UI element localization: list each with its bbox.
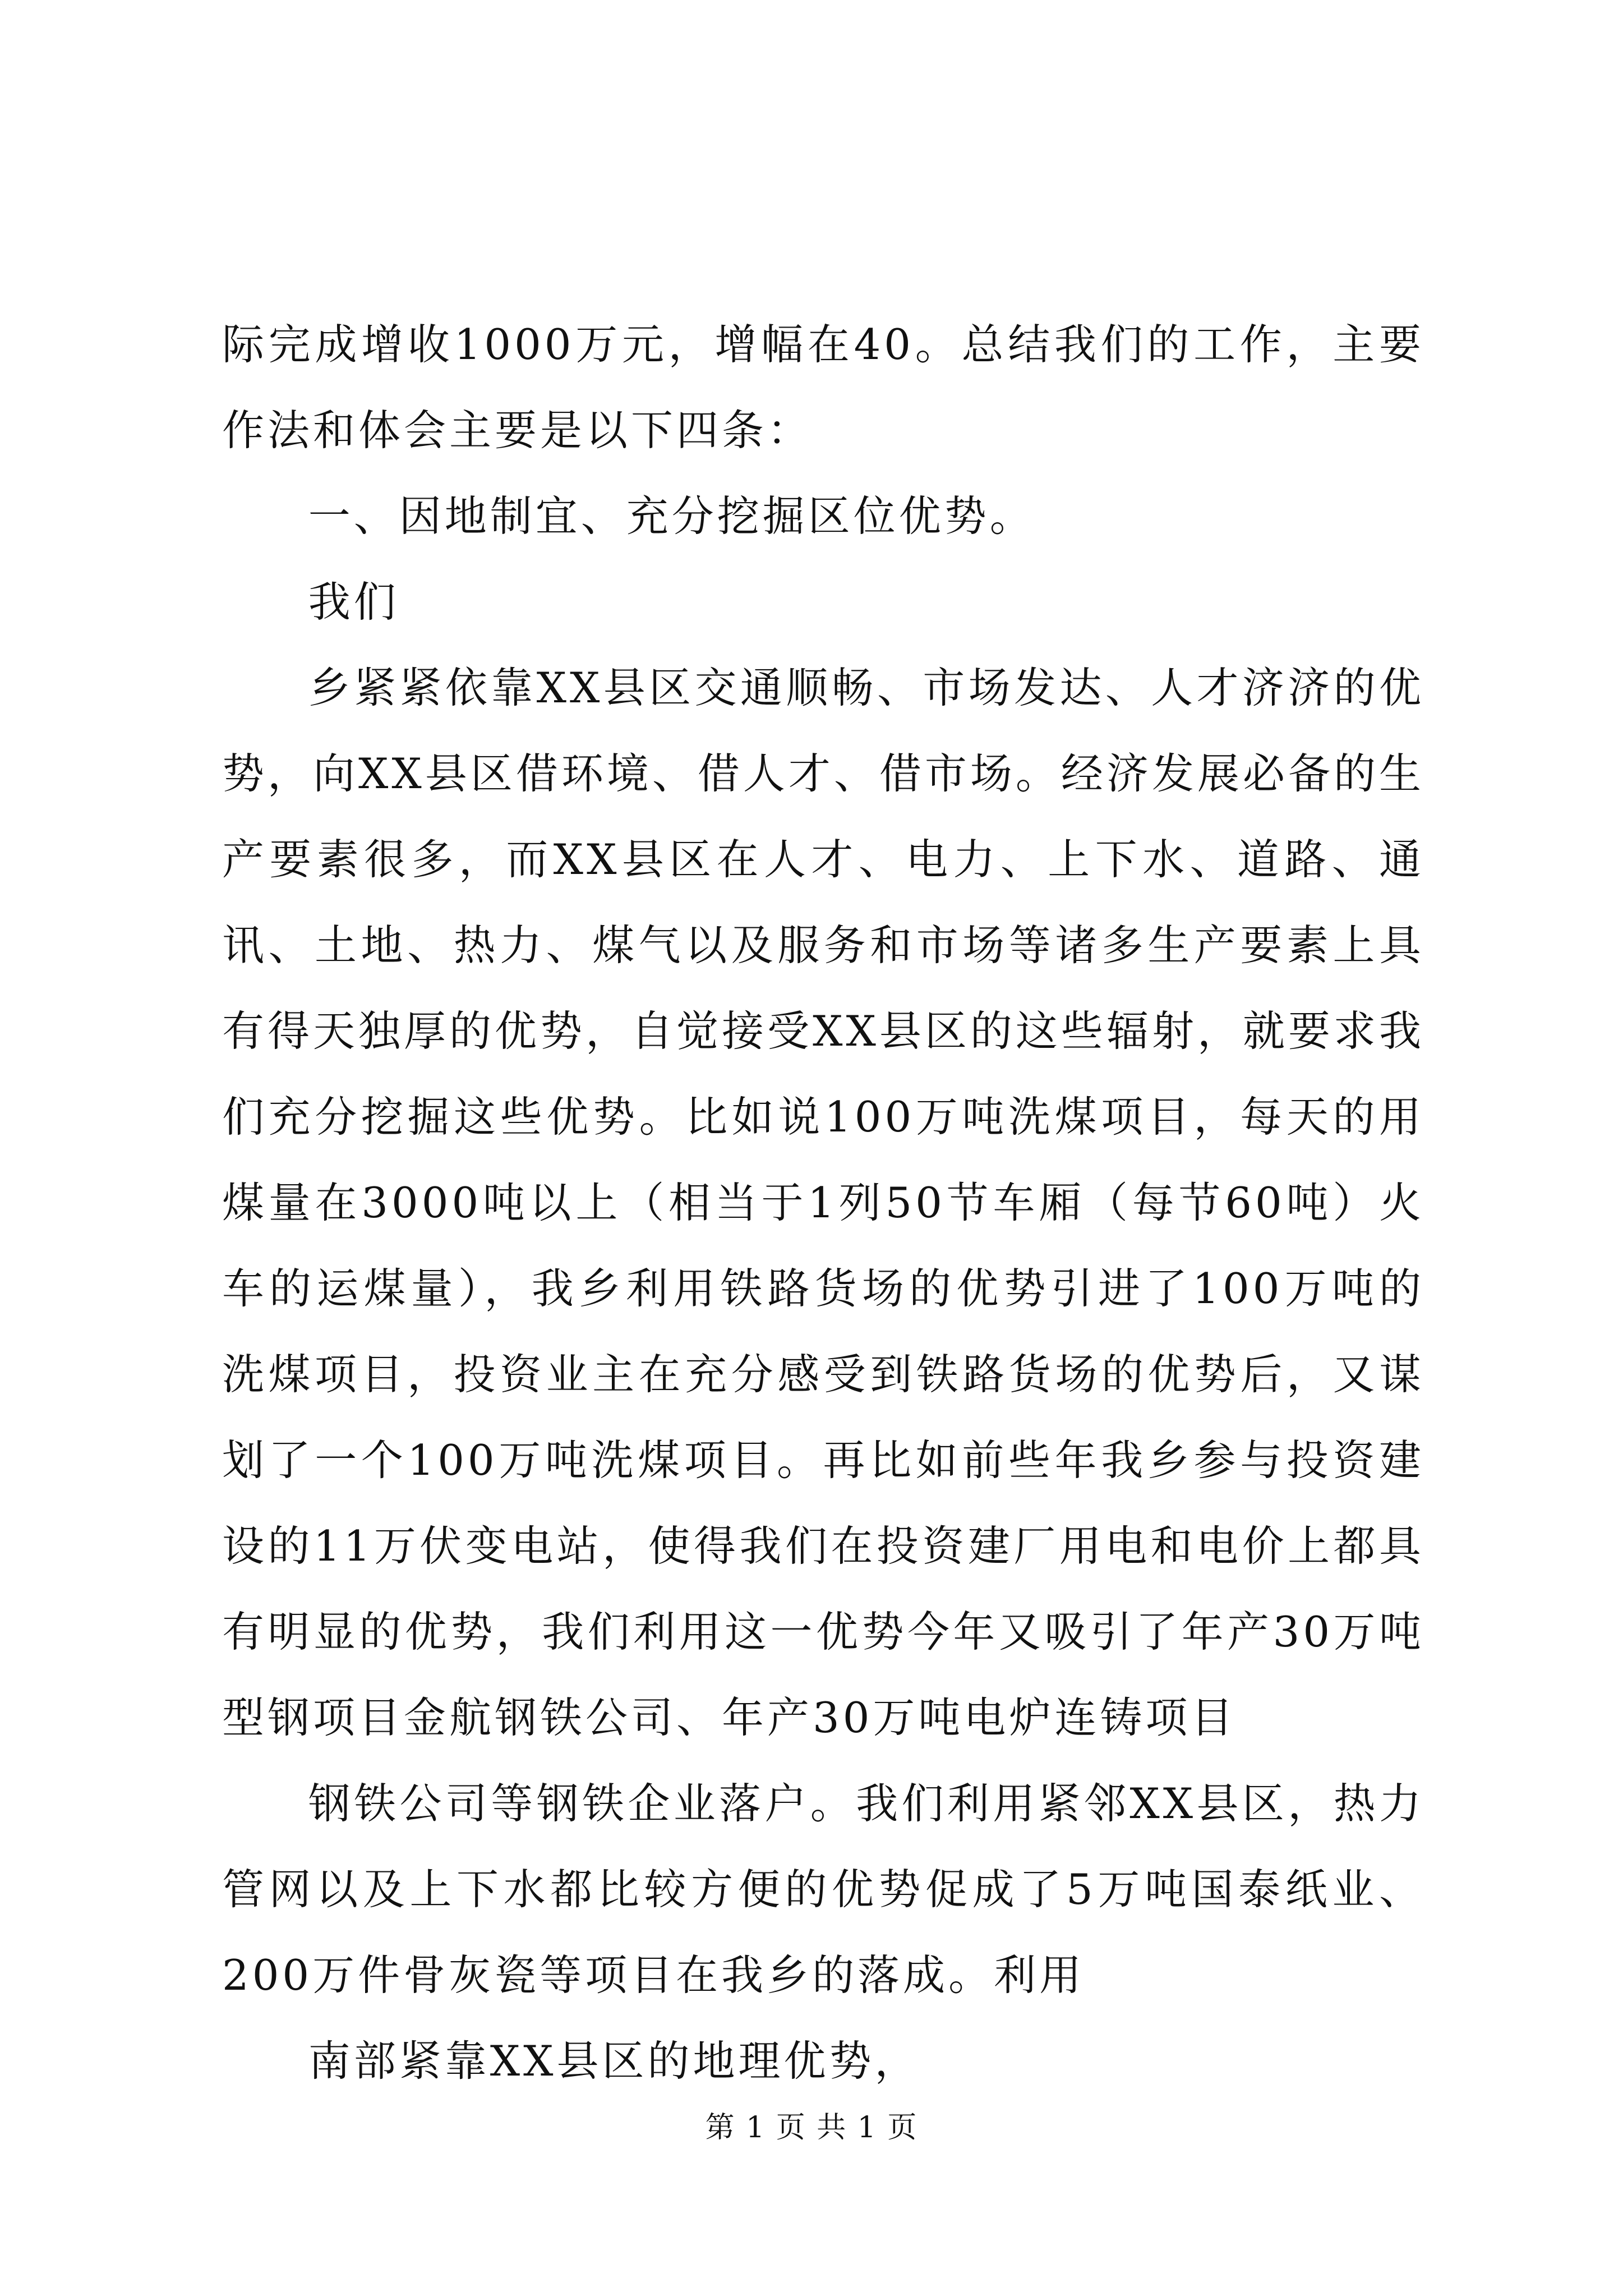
paragraph-continuation: 际完成增收1000万元，增幅在40。总结我们的工作，主要作法和体会主要是以下四条： (222, 320, 1424, 455)
paragraph-steel: 钢铁公司等钢铁企业落户。我们利用紧邻XX县区，热力管网以及上下水都比较方便的优势促成了5万吨国泰纸业、200万件骨灰瓷等项目在我乡的落成。利用 (222, 1779, 1424, 2000)
paragraph-south: 南部紧靠XX县区的地理优势， (308, 2036, 920, 2086)
document-body (222, 302, 1424, 2104)
page-footer: 第 1 页 共 1 页 (705, 2111, 918, 2145)
section-heading: 一、因地制宜、充分挖掘区位优势。 (308, 491, 1035, 541)
paragraph-fragment: 我们 (308, 577, 399, 627)
paragraph-main: 乡紧紧依靠XX县区交通顺畅、市场发达、人才济济的优势，向XX县区借环境、借人才、借市场。经济发展必备的生产要素很多，而XX县区在人才、电力、上下水、道路、通讯、土地、热力、煤气以及服务和市场等诸多生产要素上具有得天独厚的优势，自觉接受XX县区的这些辐射，就要求我们充分挖掘这些优势。比如说100万吨洗煤项目，每天的用煤量在3000吨以上（相当于1列50节车厢（每节60吨）火车的运煤量），我乡利用铁路货场的优势引进了100万吨的洗煤项目，投资业主在充分感受到铁路货场的优势后，又谋划了一个100万吨洗煤项目。再比如前些年我乡参与投资建设的11万伏变电站，使得我们在投资建厂用电和电价上都具有明显的优势，我们利用这一优势今年又吸引了年产30万吨型钢项目金航钢铁公司、年产30万吨电炉连铸项目 (222, 663, 1424, 1742)
